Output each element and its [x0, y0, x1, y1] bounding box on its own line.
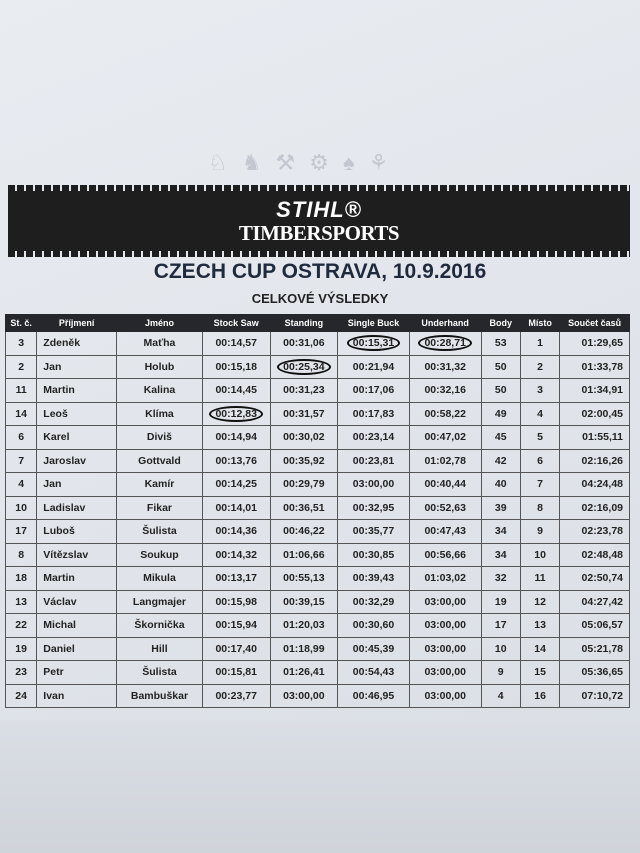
- cell-under: 03:00,00: [409, 637, 481, 661]
- cell-standing: 00:55,13: [270, 567, 338, 591]
- cell-first: Ivan: [37, 684, 117, 708]
- table-row: [6, 614, 630, 638]
- table-row: [6, 543, 630, 567]
- cell-misto: 3: [520, 379, 559, 403]
- cell-st: 7: [6, 449, 37, 473]
- cell-single: 03:00,00: [338, 473, 410, 497]
- cell-misto: 12: [520, 590, 559, 614]
- cell-stock: 00:13,76: [202, 449, 270, 473]
- page-title: CZECH CUP OSTRAVA, 10.9.2016: [153, 260, 487, 283]
- cell-last: Šulista: [117, 661, 203, 685]
- cell-st: 14: [6, 402, 37, 426]
- cell-sum: 04:27,42: [560, 590, 630, 614]
- cell-misto: 13: [520, 614, 559, 638]
- cell-standing: 00:36,51: [270, 496, 338, 520]
- cell-single: 00:46,95: [338, 684, 410, 708]
- table-row: [6, 684, 630, 708]
- cell-st: 19: [6, 637, 37, 661]
- cell-stock: 00:14,25: [202, 473, 270, 497]
- cell-sum: 01:34,91: [560, 379, 630, 403]
- cell-under: 03:00,00: [409, 590, 481, 614]
- column-header: Stock Saw: [202, 315, 270, 332]
- cell-single: 00:54,43: [338, 661, 410, 685]
- cell-st: 17: [6, 520, 37, 544]
- cell-sum: 02:16,26: [560, 449, 630, 473]
- hot-saw-icon: ⚘: [368, 150, 389, 175]
- cell-last: Hill: [117, 637, 203, 661]
- cell-standing: [270, 355, 338, 379]
- cell-stock: 00:14,57: [202, 332, 270, 356]
- cell-first: Ladislav: [37, 496, 117, 520]
- circled-value: 00:12,83: [209, 406, 262, 422]
- column-header: Single Buck: [338, 315, 410, 332]
- cell-st: 23: [6, 661, 37, 685]
- cell-standing: 00:31,06: [270, 332, 338, 356]
- cell-st: 4: [6, 473, 37, 497]
- cell-stock: 00:15,94: [202, 614, 270, 638]
- cell-body: 50: [481, 379, 520, 403]
- cell-last: Šulista: [117, 520, 203, 544]
- table-row: [6, 332, 630, 356]
- cell-sum: 02:00,45: [560, 402, 630, 426]
- table-row: [6, 661, 630, 685]
- brand-banner: [8, 185, 630, 257]
- table-row: [6, 590, 630, 614]
- cell-standing: 00:30,02: [270, 426, 338, 450]
- table-row: [6, 402, 630, 426]
- cell-first: Vítězslav: [37, 543, 117, 567]
- cell-last: Bambuškar: [117, 684, 203, 708]
- cell-standing: 01:20,03: [270, 614, 338, 638]
- cell-stock: 00:23,77: [202, 684, 270, 708]
- circled-value: 00:28,71: [418, 335, 471, 351]
- cell-misto: 1: [520, 332, 559, 356]
- cell-last: Langmajer: [117, 590, 203, 614]
- cell-standing: 00:46,22: [270, 520, 338, 544]
- table-row: [6, 567, 630, 591]
- cell-misto: 9: [520, 520, 559, 544]
- cell-under: 00:47,02: [409, 426, 481, 450]
- table-row: [6, 379, 630, 403]
- cell-st: 11: [6, 379, 37, 403]
- cell-single: 00:23,81: [338, 449, 410, 473]
- cell-stock: 00:15,18: [202, 355, 270, 379]
- cell-sum: 05:36,65: [560, 661, 630, 685]
- cell-sum: 01:33,78: [560, 355, 630, 379]
- table-header-row: [6, 315, 630, 332]
- cell-sum: 02:16,09: [560, 496, 630, 520]
- cell-body: 40: [481, 473, 520, 497]
- column-header: Příjmení: [37, 315, 117, 332]
- cell-last: Maťha: [117, 332, 203, 356]
- cell-last: Kalina: [117, 379, 203, 403]
- cell-first: Daniel: [37, 637, 117, 661]
- cell-last: Škornička: [117, 614, 203, 638]
- cell-body: 50: [481, 355, 520, 379]
- cell-single: 00:17,06: [338, 379, 410, 403]
- cell-stock: 00:14,45: [202, 379, 270, 403]
- cell-first: Michal: [37, 614, 117, 638]
- column-header: Místo: [520, 315, 559, 332]
- cell-first: Jan: [37, 355, 117, 379]
- cell-st: 18: [6, 567, 37, 591]
- cell-first: Martin: [37, 567, 117, 591]
- cell-single: 00:35,77: [338, 520, 410, 544]
- cell-stock: 00:15,81: [202, 661, 270, 685]
- cell-sum: 07:10,72: [560, 684, 630, 708]
- cell-stock: 00:14,32: [202, 543, 270, 567]
- axe-icon: ♘: [208, 150, 228, 175]
- column-header: Součet časů: [560, 315, 630, 332]
- table-row: [6, 473, 630, 497]
- cell-misto: 16: [520, 684, 559, 708]
- cell-single: 00:17,83: [338, 402, 410, 426]
- cell-misto: 14: [520, 637, 559, 661]
- results-body: [6, 332, 630, 708]
- cell-st: 22: [6, 614, 37, 638]
- cell-single: 00:30,85: [338, 543, 410, 567]
- cell-last: Mikula: [117, 567, 203, 591]
- column-header: Standing: [270, 315, 338, 332]
- results-table: [5, 314, 630, 708]
- cell-first: Martin: [37, 379, 117, 403]
- stihl-timbersports-logo: [8, 199, 630, 245]
- cell-standing: 03:00,00: [270, 684, 338, 708]
- cell-st: 24: [6, 684, 37, 708]
- circled-value: 00:25,34: [277, 359, 330, 375]
- cell-last: Klíma: [117, 402, 203, 426]
- cell-sum: 02:23,78: [560, 520, 630, 544]
- cell-st: 3: [6, 332, 37, 356]
- cell-body: 49: [481, 402, 520, 426]
- cell-misto: 11: [520, 567, 559, 591]
- table-row: [6, 520, 630, 544]
- cell-standing: 01:18,99: [270, 637, 338, 661]
- cell-last: Kamír: [117, 473, 203, 497]
- cell-single: 00:45,39: [338, 637, 410, 661]
- cell-standing: 00:31,57: [270, 402, 338, 426]
- table-row: [6, 637, 630, 661]
- cell-under: 00:32,16: [409, 379, 481, 403]
- cell-st: 8: [6, 543, 37, 567]
- cell-under: 00:47,43: [409, 520, 481, 544]
- cell-stock: 00:14,94: [202, 426, 270, 450]
- cell-first: Karel: [37, 426, 117, 450]
- cell-single: [338, 332, 410, 356]
- cell-misto: 10: [520, 543, 559, 567]
- cell-under: 00:31,32: [409, 355, 481, 379]
- cell-first: Václav: [37, 590, 117, 614]
- logo-stihl: STIHL®: [276, 197, 362, 222]
- cell-misto: 8: [520, 496, 559, 520]
- cell-single: 00:39,43: [338, 567, 410, 591]
- cell-stock: 00:13,17: [202, 567, 270, 591]
- cell-stock: 00:14,01: [202, 496, 270, 520]
- cell-single: 00:23,14: [338, 426, 410, 450]
- cell-under: 03:00,00: [409, 661, 481, 685]
- chainsaw-icon: ⚙: [309, 150, 329, 175]
- paper-bottom: [0, 720, 640, 853]
- cell-stock: 00:17,40: [202, 637, 270, 661]
- cell-body: 39: [481, 496, 520, 520]
- cell-body: 17: [481, 614, 520, 638]
- cell-misto: 7: [520, 473, 559, 497]
- table-row: [6, 496, 630, 520]
- cell-first: Petr: [37, 661, 117, 685]
- cell-first: Luboš: [37, 520, 117, 544]
- cell-last: Fikar: [117, 496, 203, 520]
- cell-standing: 00:35,92: [270, 449, 338, 473]
- cell-under: 00:58,22: [409, 402, 481, 426]
- cell-standing: 00:29,79: [270, 473, 338, 497]
- table-row: [6, 426, 630, 450]
- log-icon: ♠: [342, 150, 355, 175]
- cell-first: Jaroslav: [37, 449, 117, 473]
- cell-under: 01:02,78: [409, 449, 481, 473]
- page-subtitle: CELKOVÉ VÝSLEDKY: [251, 291, 389, 306]
- cell-first: Leoš: [37, 402, 117, 426]
- table-row: [6, 449, 630, 473]
- cell-last: Holub: [117, 355, 203, 379]
- cell-body: 4: [481, 684, 520, 708]
- cell-under: [409, 332, 481, 356]
- cell-st: 2: [6, 355, 37, 379]
- cell-sum: 05:21,78: [560, 637, 630, 661]
- cell-misto: 6: [520, 449, 559, 473]
- cell-under: 03:00,00: [409, 684, 481, 708]
- cell-under: 03:00,00: [409, 614, 481, 638]
- cell-sum: 05:06,57: [560, 614, 630, 638]
- chop-icon: ⚒: [275, 150, 296, 175]
- saw-icon: ♞: [241, 150, 262, 175]
- column-header: St. č.: [6, 315, 37, 332]
- cell-last: Soukup: [117, 543, 203, 567]
- cell-body: 34: [481, 543, 520, 567]
- cell-under: 00:52,63: [409, 496, 481, 520]
- cell-body: 45: [481, 426, 520, 450]
- cell-standing: 01:06,66: [270, 543, 338, 567]
- cell-sum: 01:29,65: [560, 332, 630, 356]
- cell-body: 34: [481, 520, 520, 544]
- cell-st: 13: [6, 590, 37, 614]
- cell-sum: 02:50,74: [560, 567, 630, 591]
- cell-body: 42: [481, 449, 520, 473]
- cell-under: 00:56,66: [409, 543, 481, 567]
- cell-body: 32: [481, 567, 520, 591]
- column-header: Jméno: [117, 315, 203, 332]
- cell-body: 19: [481, 590, 520, 614]
- cell-misto: 15: [520, 661, 559, 685]
- cell-standing: 00:31,23: [270, 379, 338, 403]
- discipline-icons: [208, 150, 448, 182]
- cell-last: Diviš: [117, 426, 203, 450]
- cell-misto: 2: [520, 355, 559, 379]
- circled-value: 00:15,31: [347, 335, 400, 351]
- column-header: Body: [481, 315, 520, 332]
- cell-sum: 04:24,48: [560, 473, 630, 497]
- cell-single: 00:21,94: [338, 355, 410, 379]
- cell-body: 10: [481, 637, 520, 661]
- cell-single: 00:32,29: [338, 590, 410, 614]
- cell-body: 9: [481, 661, 520, 685]
- cell-stock: 00:14,36: [202, 520, 270, 544]
- cell-body: 53: [481, 332, 520, 356]
- cell-sum: 01:55,11: [560, 426, 630, 450]
- logo-timbersports: TIMBERSPORTS: [238, 221, 400, 245]
- cell-st: 10: [6, 496, 37, 520]
- cell-sum: 02:48,48: [560, 543, 630, 567]
- cell-standing: 00:39,15: [270, 590, 338, 614]
- column-header: Underhand: [409, 315, 481, 332]
- cell-standing: 01:26,41: [270, 661, 338, 685]
- cell-last: Gottvald: [117, 449, 203, 473]
- cell-st: 6: [6, 426, 37, 450]
- cell-first: Jan: [37, 473, 117, 497]
- cell-stock: [202, 402, 270, 426]
- cell-first: Zdeněk: [37, 332, 117, 356]
- cell-under: 00:40,44: [409, 473, 481, 497]
- cell-under: 01:03,02: [409, 567, 481, 591]
- table-row: [6, 355, 630, 379]
- cell-misto: 4: [520, 402, 559, 426]
- cell-stock: 00:15,98: [202, 590, 270, 614]
- cell-single: 00:32,95: [338, 496, 410, 520]
- cell-single: 00:30,60: [338, 614, 410, 638]
- cell-misto: 5: [520, 426, 559, 450]
